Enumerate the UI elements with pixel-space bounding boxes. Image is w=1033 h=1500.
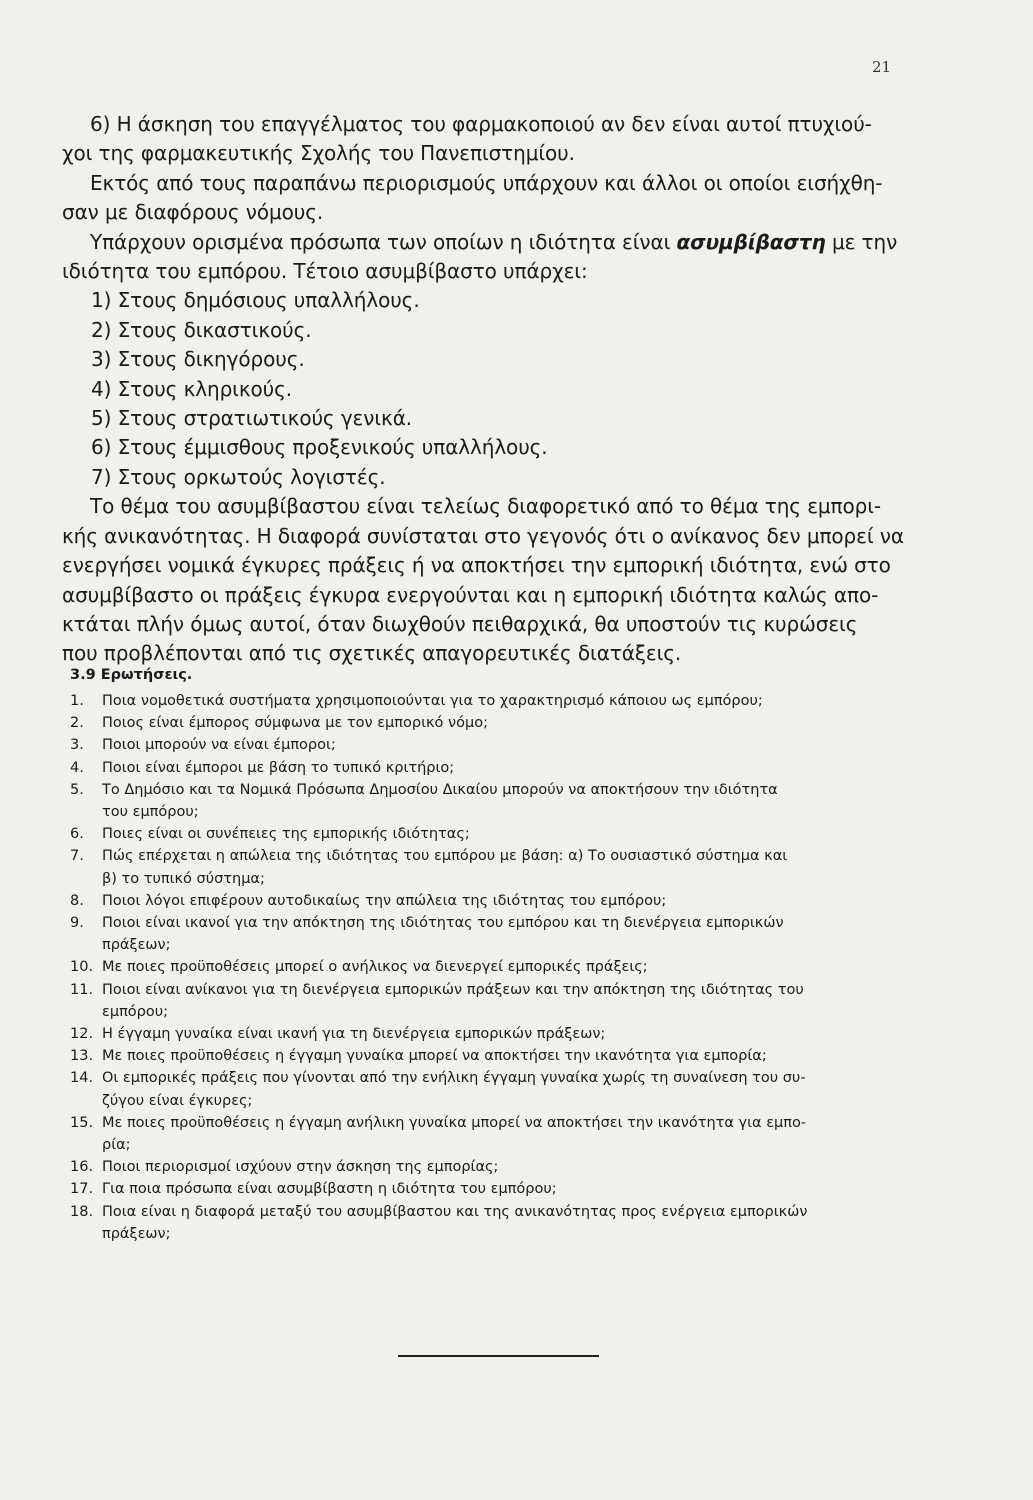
question-number: 10. bbox=[70, 959, 94, 976]
question-number: 12. bbox=[70, 1026, 94, 1043]
question-number: 6. bbox=[70, 826, 84, 843]
question-text: Με ποιες προϋποθέσεις η έγγαμη γυναίκα μπορεί να αποκτήσει την ικανότητα για εμπορία; bbox=[102, 1048, 767, 1065]
main-text bbox=[62, 110, 922, 669]
question-item bbox=[70, 1156, 930, 1178]
paragraph-line: σαν με διαφόρους νόμους. bbox=[62, 200, 324, 225]
question-item bbox=[70, 779, 930, 801]
question-item bbox=[70, 890, 930, 912]
question-item bbox=[70, 1045, 930, 1067]
question-number: 3. bbox=[70, 737, 84, 754]
questions-section bbox=[70, 664, 930, 1245]
list-item: 6) Στους έμμισθους προξενικούς υπαλλήλους. bbox=[91, 435, 548, 460]
paragraph-line: κής ανικανότητας. Η διαφορά συνίσταται στο γεγονός ότι ο ανίκανος δεν μπορεί να bbox=[62, 523, 904, 548]
question-number: 5. bbox=[70, 781, 84, 798]
question-number: 9. bbox=[70, 915, 84, 932]
question-text: Ποιοι είναι έμποροι με βάση το τυπικό κριτήριο; bbox=[102, 759, 455, 776]
question-item bbox=[70, 1201, 930, 1223]
emphasized-term: ασυμβίβαστη bbox=[676, 229, 826, 254]
question-item bbox=[70, 734, 930, 756]
list-item: 4) Στους κληρικούς. bbox=[91, 376, 293, 401]
question-item bbox=[70, 1067, 930, 1089]
paragraph-line bbox=[62, 228, 922, 257]
question-number: 11. bbox=[70, 981, 94, 998]
question-item bbox=[70, 912, 930, 934]
question-item bbox=[70, 757, 930, 779]
paragraph-line: που προβλέπονται από τις σχετικές απαγορευτικές διατάξεις. bbox=[62, 641, 682, 666]
list-item: 5) Στους στρατιωτικούς γενικά. bbox=[91, 406, 413, 431]
list-item: 3) Στους δικηγόρους. bbox=[91, 347, 305, 372]
paragraph-line: Εκτός από τους παραπάνω περιορισμούς υπάρχουν και άλλοι οι οποίοι εισήχθη- bbox=[90, 170, 883, 195]
question-text: Για ποια πρόσωπα είναι ασυμβίβαστη η ιδιότητα του εμπόρου; bbox=[102, 1181, 557, 1198]
end-divider bbox=[398, 1355, 599, 1357]
question-item bbox=[70, 690, 930, 712]
question-number: 2. bbox=[70, 715, 84, 732]
question-text: Ποιοι μπορούν να είναι έμποροι; bbox=[102, 737, 336, 754]
paragraph-line: ιδιότητα του εμπόρου. Τέτοιο ασυμβίβαστο υπάρχει: bbox=[62, 259, 588, 284]
question-text: Ποια νομοθετικά συστήματα χρησιμοποιούνται για το χαρακτηρισμό κάποιου ως εμπόρου; bbox=[102, 693, 763, 709]
question-number: 13. bbox=[70, 1048, 94, 1065]
question-item bbox=[70, 1112, 930, 1134]
question-text: Ποιοι λόγοι επιφέρουν αυτοδικαίως την απώλεια της ιδιότητας του εμπόρου; bbox=[102, 892, 667, 909]
question-text-continuation: ρία; bbox=[102, 1137, 131, 1154]
question-text-continuation: πράξεων; bbox=[102, 937, 171, 954]
question-text: Ποια είναι η διαφορά μεταξύ του ασυμβίβαστου και της ανικανότητας προς ενέργεια εμπορικών bbox=[102, 1203, 808, 1220]
list-item: 2) Στους δικαστικούς. bbox=[91, 317, 312, 342]
paragraph-line: Το θέμα του ασυμβίβαστου είναι τελείως διαφορετικό από το θέμα της εμπορι- bbox=[90, 494, 881, 519]
list-item: 1) Στους δημόσιους υπαλλήλους. bbox=[91, 288, 420, 313]
question-item bbox=[70, 956, 930, 978]
page-number: 21 bbox=[872, 58, 892, 76]
question-number: 14. bbox=[70, 1070, 94, 1087]
section-heading: 3.9 Ερωτήσεις. bbox=[70, 667, 193, 683]
question-item bbox=[70, 979, 930, 1001]
question-text-continuation: πράξεων; bbox=[102, 1225, 171, 1242]
paragraph-line: ενεργήσει νομικά έγκυρες πράξεις ή να αποκτήσει την εμπορική ιδιότητα, ενώ στο bbox=[62, 553, 891, 578]
question-item bbox=[70, 845, 930, 867]
question-number: 4. bbox=[70, 759, 84, 776]
text-segment: Υπάρχουν ορισμένα πρόσωπα των οποίων η ιδιότητα είναι bbox=[90, 229, 677, 254]
questions-list bbox=[70, 690, 930, 1245]
paragraph-line: ασυμβίβαστο οι πράξεις έγκυρα ενεργούνται και η εμπορική ιδιότητα καλώς απο- bbox=[62, 582, 879, 607]
question-text: Η έγγαμη γυναίκα είναι ικανή για τη διενέργεια εμπορικών πράξεων; bbox=[102, 1026, 606, 1043]
question-text-continuation: εμπόρου; bbox=[102, 1003, 169, 1020]
question-text: Ποιος είναι έμπορος σύμφωνα με τον εμπορικό νόμο; bbox=[102, 715, 488, 732]
question-item bbox=[70, 823, 930, 845]
question-number: 15. bbox=[70, 1114, 94, 1131]
question-number: 8. bbox=[70, 892, 84, 909]
question-number: 17. bbox=[70, 1181, 94, 1198]
question-number: 7. bbox=[70, 848, 84, 865]
question-text: Με ποιες προϋποθέσεις η έγγαμη ανήλικη γυναίκα μπορεί να αποκτήσει την ικανότητα για εμπο- bbox=[102, 1114, 807, 1131]
paragraph-line: 6) Η άσκηση του επαγγέλματος του φαρμακοποιού αν δεν είναι αυτοί πτυχιού- bbox=[90, 112, 872, 136]
text-segment: με την bbox=[825, 229, 898, 254]
question-text-continuation: του εμπόρου; bbox=[102, 804, 199, 821]
list-item: 7) Στους ορκωτούς λογιστές. bbox=[91, 464, 386, 489]
question-text-continuation: β) το τυπικό σύστημα; bbox=[102, 870, 265, 887]
question-text-continuation: ζύγου είναι έγκυρες; bbox=[102, 1092, 253, 1109]
question-text: Το Δημόσιο και τα Νομικά Πρόσωπα Δημοσίου Δικαίου μπορούν να αποκτήσουν την ιδιότητα bbox=[102, 781, 778, 798]
question-item bbox=[70, 712, 930, 734]
question-text: Ποιοι περιορισμοί ισχύουν στην άσκηση της εμπορίας; bbox=[102, 1159, 499, 1176]
question-number: 16. bbox=[70, 1159, 94, 1176]
question-item bbox=[70, 1023, 930, 1045]
question-text: Ποιοι είναι ικανοί για την απόκτηση της ιδιότητας του εμπόρου και τη διενέργεια εμπορικών bbox=[102, 915, 784, 932]
paragraph-line: χοι της φαρμακευτικής Σχολής του Πανεπιστημίου. bbox=[62, 141, 575, 166]
question-item bbox=[70, 1178, 930, 1200]
question-text: Ποιες είναι οι συνέπειες της εμπορικής ιδιότητας; bbox=[102, 826, 470, 843]
question-text: Με ποιες προϋποθέσεις μπορεί ο ανήλικος να διενεργεί εμπορικές πράξεις; bbox=[102, 959, 648, 976]
paragraph-line: κτάται πλήν όμως αυτοί, όταν διωχθούν πειθαρχικά, θα υποστούν τις κυρώσεις bbox=[62, 611, 858, 636]
question-text: Οι εμπορικές πράξεις που γίνονται από την ενήλικη έγγαμη γυναίκα χωρίς τη συναίνεση του συ- bbox=[102, 1070, 806, 1087]
question-text: Πώς επέρχεται η απώλεια της ιδιότητας του εμπόρου με βάση: α) Το ουσιαστικό σύστημα και bbox=[102, 848, 788, 865]
question-number: 18. bbox=[70, 1203, 94, 1220]
question-text: Ποιοι είναι ανίκανοι για τη διενέργεια εμπορικών πράξεων και την απόκτηση της ιδιότητας του bbox=[102, 981, 804, 998]
question-number: 1. bbox=[70, 693, 84, 709]
